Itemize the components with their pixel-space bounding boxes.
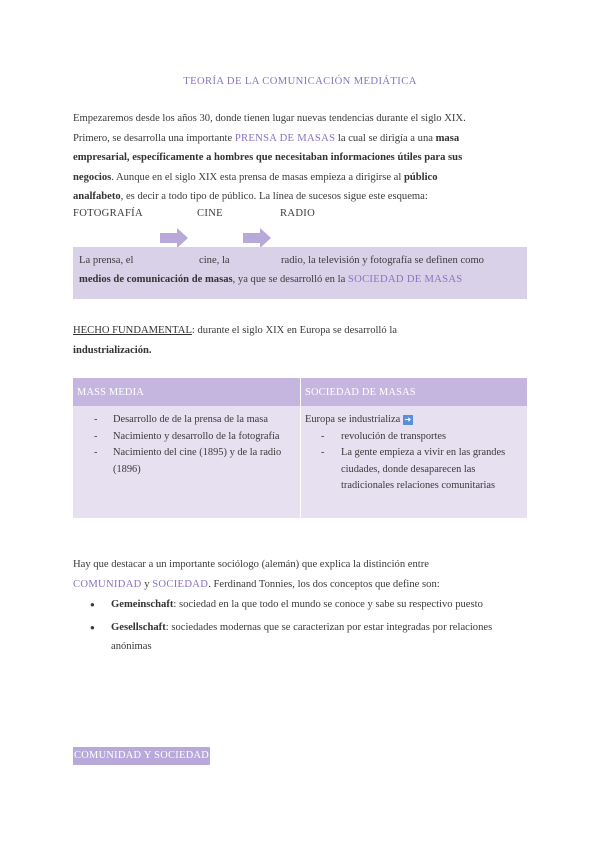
- comunidad-highlight: COMUNIDAD: [73, 578, 142, 590]
- box-line: radio, la televisión y fotografía se definen como: [281, 255, 484, 266]
- intro-line: empresarial, específicamente a hombres que necesitaban informaciones útiles para sus: [73, 152, 463, 163]
- mass-media-cell: [73, 406, 301, 518]
- hecho-label: HECHO FUNDAMENTAL: [73, 325, 192, 336]
- hecho-fundamental: HECHO FUNDAMENTAL: durante el siglo XIX en Europa se desarrolló la industrialización.: [73, 325, 397, 356]
- sociedad-masas-highlight: SOCIEDAD DE MASAS: [347, 274, 463, 285]
- intro-line: analfabeto, es decir a todo tipo de público. La línea de sucesos sigue este esquema:: [73, 191, 428, 202]
- schema-fotografia: FOTOGRAFÍA: [73, 208, 143, 219]
- list-item: ● Gesellschaft: sociedades modernas que se caracterizan por estar integradas por relaciones anónimas: [73, 618, 523, 656]
- list-item: - revolución de transportes: [305, 429, 523, 446]
- schema: [0, 208, 600, 248]
- schema-cine: CINE: [197, 208, 223, 219]
- definition-box: [73, 247, 527, 299]
- comparison-table: [73, 378, 527, 518]
- table-row: [73, 406, 527, 518]
- table-header-row: [73, 378, 527, 406]
- intro-line: Primero, se desarrolla una importante PRENSA DE MASAS la cual se dirigía a una masa: [73, 132, 460, 144]
- box-line: medios de comunicación de masas, ya que se desarrolló en la SOCIEDAD DE MASAS: [79, 274, 463, 285]
- intro-line: Empezaremos desde los años 30, donde tienen lugar nuevas tendencias durante el siglo XIX.: [73, 113, 466, 124]
- sociedad-masas-cell: Europa se industrializa ➜ - revolución de transportes - La gente empieza a vivir en las grandes ciudades, donde desaparecen las tradicionales relaciones comunitarias: [301, 406, 528, 518]
- concepts-list: [73, 595, 523, 660]
- sociedad-highlight: SOCIEDAD: [152, 578, 209, 590]
- list-item: - La gente empieza a vivir en las grandes ciudades, donde desaparecen las tradicionales relaciones comunitarias: [305, 445, 523, 495]
- bullet-icon: ●: [90, 623, 95, 632]
- prensa-masas-highlight: PRENSA DE MASAS: [234, 132, 336, 144]
- bullet-icon: ●: [90, 600, 95, 609]
- list-item: - Desarrollo de de la prensa de la masa: [77, 412, 296, 429]
- section-heading: COMUNIDAD Y SOCIEDAD: [73, 747, 210, 765]
- list-item: - Nacimiento y desarrollo de la fotografía: [77, 429, 296, 446]
- box-line: cine, la: [199, 255, 230, 266]
- table-header-sociedad-masas: SOCIEDAD DE MASAS: [301, 378, 528, 406]
- list-item: ● Gemeinschaft: sociedad en la que todo el mundo se conoce y sabe su respectivo puesto: [73, 595, 523, 614]
- intro-line: negocios. Aunque en el siglo XIX esta prensa de masas empieza a dirigirse al público: [73, 171, 438, 183]
- box-line: La prensa, el: [79, 255, 134, 266]
- intro-paragraph: [73, 109, 533, 207]
- arrow-right-icon: [243, 228, 271, 248]
- table-header-mass-media: MASS MEDIA: [73, 378, 301, 406]
- arrow-right-icon: ➜: [404, 414, 412, 424]
- page-title: TEORÍA DE LA COMUNICACIÓN MEDIÁTICA: [183, 76, 417, 87]
- schema-radio: RADIO: [280, 208, 316, 219]
- tonnies-paragraph: Hay que destacar a un importante sociólogo (alemán) que explica la distinción entre COMUNIDAD y SOCIEDAD. Ferdinand Tonnies, los dos conceptos que define son:: [73, 559, 440, 590]
- arrow-right-icon: [160, 228, 188, 248]
- list-item: - Nacimiento del cine (1895) y de la radio (1896): [77, 445, 296, 478]
